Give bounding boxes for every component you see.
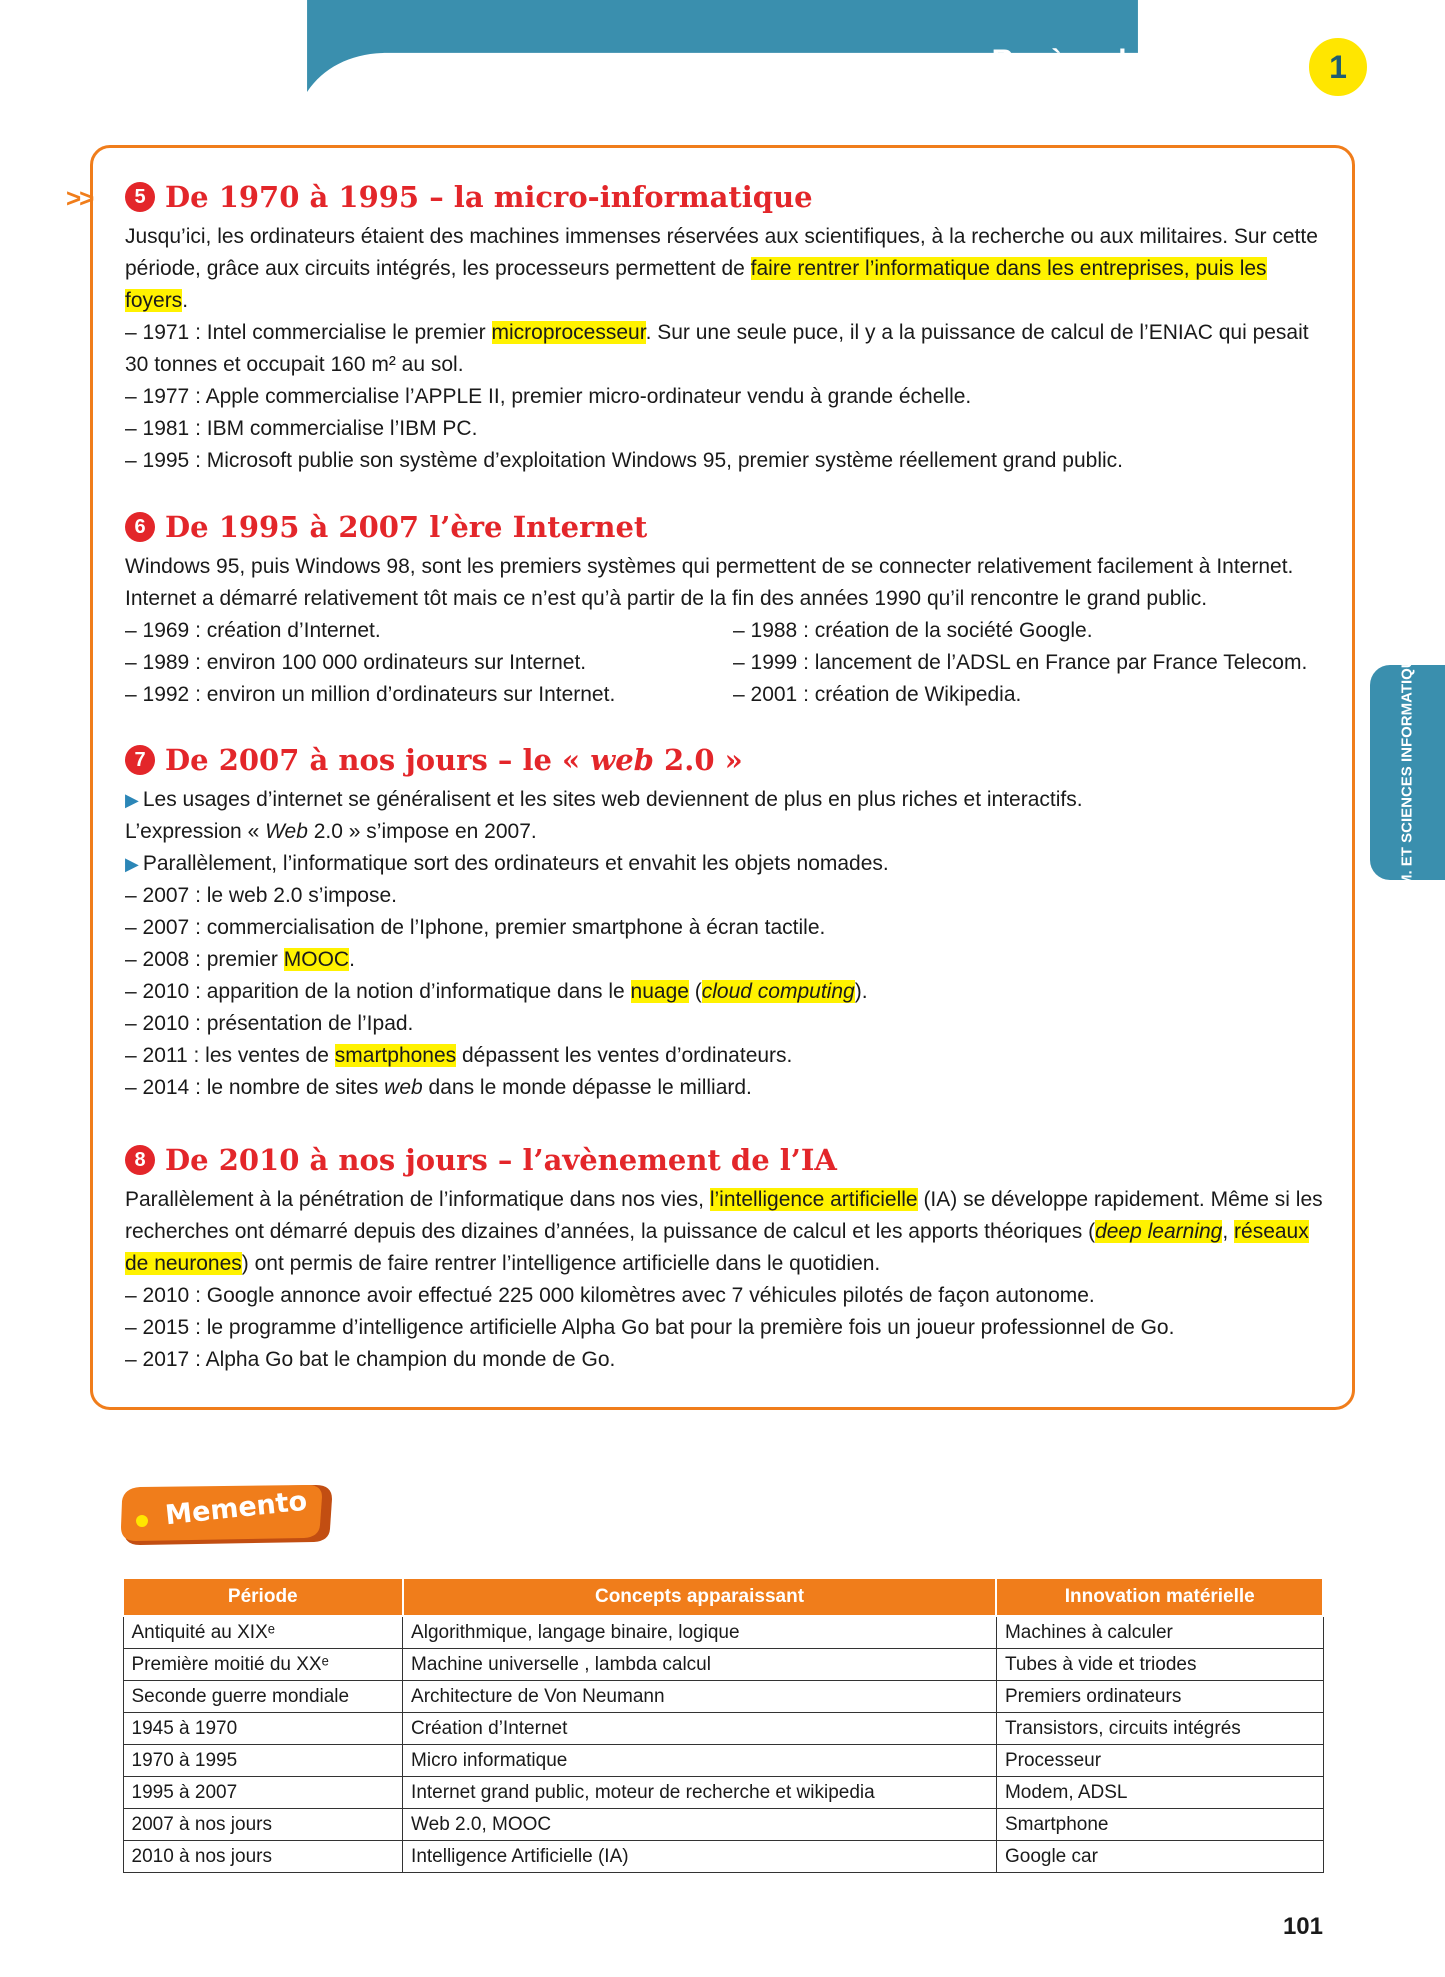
section-7 — [125, 738, 1325, 1104]
list-item: – 1969 : création d’Internet. — [125, 619, 381, 642]
section-title: De 2010 à nos jours – l’avènement de l’IA — [165, 1143, 837, 1177]
memento-table — [122, 1577, 1324, 1873]
chevron-right-icon: >> — [66, 183, 93, 213]
list-item: – 1971 : Intel commercialise le premier microprocesseur. Sur une seule puce, il y a la puissance de calcul de l’ENIAC qui pesait 30 tonnes et occupait 160 m² au sol. — [125, 321, 1309, 376]
column-header: Concepts apparaissant — [403, 1578, 997, 1616]
paragraph: Jusqu’ici, les ordinateurs étaient des machines immenses réservées aux scientifiques, à la recherche ou aux militaires. Sur cette période, grâce aux circuits intégrés, les processeurs permettent de faire rentrer l’informatique dans les entreprises, puis les foyers. — [125, 225, 1318, 312]
list-item: – 2010 : Google annonce avoir effectué 225 000 kilomètres avec 7 véhicules pilotés de façon autonome. — [125, 1284, 1095, 1307]
list-item: – 2011 : les ventes de smartphones dépassent les ventes d’ordinateurs. — [125, 1044, 793, 1067]
column-header: Période — [123, 1578, 403, 1616]
list-item: – 1989 : environ 100 000 ordinateurs sur Internet. — [125, 651, 587, 674]
section-6 — [125, 505, 1325, 711]
list-item: – 1988 : création de la société Google. — [733, 619, 1093, 642]
table-row: Seconde guerre mondiale Architecture de Von Neumann Premiers ordinateurs — [123, 1681, 1323, 1713]
chapter-title: Repères historiques — [991, 44, 1280, 77]
column-header: Innovation matérielle — [996, 1578, 1323, 1616]
section-title: De 1970 à 1995 – la micro-informatique — [165, 180, 813, 214]
triangle-right-icon: ▶ — [125, 790, 139, 810]
section-title: De 2007 à nos jours – le « web 2.0 » — [165, 743, 743, 777]
list-item: – 2008 : premier MOOC. — [125, 948, 355, 971]
section-title: De 1995 à 2007 l’ère Internet — [165, 510, 648, 544]
section-number-badge: 7 — [125, 745, 155, 775]
list-item: – 1977 : Apple commercialise l’APPLE II, premier micro-ordinateur vendu à grande échelle. — [125, 385, 972, 408]
list-item: – 2001 : création de Wikipedia. — [733, 683, 1022, 706]
list-item: – 2007 : le web 2.0 s’impose. — [125, 884, 397, 907]
list-item: – 1999 : lancement de l’ADSL en France par France Telecom. — [733, 651, 1308, 674]
table-row: Antiquité au XIXᵉ Algorithmique, langage binaire, logique Machines à calculer — [123, 1616, 1323, 1649]
list-item: – 2010 : apparition de la notion d’informatique dans le nuage (cloud computing). — [125, 980, 868, 1003]
timeline-columns — [125, 615, 1325, 711]
table-row: 1945 à 1970 Création d’Internet Transistors, circuits intégrés — [123, 1713, 1323, 1745]
section-5 — [125, 175, 1325, 477]
triangle-right-icon: ▶ — [125, 854, 139, 874]
paragraph: Parallèlement à la pénétration de l’informatique dans nos vies, l’intelligence artificielle (IA) se développe rapidement. Même si les recherches ont démarré depuis des dizaines d’années, la puissance de calcul et les apports théoriques (deep learning, réseaux de neurones) ont permis de faire rentrer l’intelligence artificielle dans le quotidien. — [125, 1188, 1323, 1275]
list-item: – 2007 : commercialisation de l’Iphone, premier smartphone à écran tactile. — [125, 916, 826, 939]
list-item: – 1995 : Microsoft publie son système d’exploitation Windows 95, premier système réellement grand public. — [125, 449, 1123, 472]
side-tab-label: NUM. ET SCIENCES INFORMATIQUES — [1398, 637, 1416, 909]
section-number-badge: 6 — [125, 512, 155, 542]
list-item: – 2010 : présentation de l’Ipad. — [125, 1012, 414, 1035]
chapter-number-badge: 1 — [1305, 34, 1371, 100]
section-number-badge: 5 — [125, 182, 155, 212]
table-row: 2007 à nos jours Web 2.0, MOOC Smartphone — [123, 1809, 1323, 1841]
table-row: Première moitié du XXᵉ Machine universelle , lambda calcul Tubes à vide et triodes — [123, 1649, 1323, 1681]
list-item: – 1981 : IBM commercialise l’IBM PC. — [125, 417, 478, 440]
list-item: – 2015 : le programme d’intelligence artificielle Alpha Go bat pour la première fois un joueur professionnel de Go. — [125, 1316, 1175, 1339]
list-item: – 2014 : le nombre de sites web dans le monde dépasse le milliard. — [125, 1076, 752, 1099]
side-tab[interactable] — [1370, 637, 1445, 909]
table-row: 1970 à 1995 Micro informatique Processeur — [123, 1745, 1323, 1777]
table-row: 2010 à nos jours Intelligence Artificielle (IA) Google car — [123, 1841, 1323, 1873]
bullet-item: ▶ Les usages d’internet se généralisent et les sites web deviennent de plus en plus riches et interactifs. — [125, 788, 1083, 811]
section-8 — [125, 1138, 1325, 1376]
page-number: 101 — [1282, 1913, 1323, 1940]
list-item: – 2017 : Alpha Go bat le champion du monde de Go. — [125, 1348, 616, 1371]
list-item: – 1992 : environ un million d’ordinateurs sur Internet. — [125, 683, 616, 706]
bullet-item: ▶ Parallèlement, l’informatique sort des ordinateurs et envahit les objets nomades. — [125, 852, 889, 875]
section-number-badge: 8 — [125, 1145, 155, 1175]
table-row: 1995 à 2007 Internet grand public, moteur de recherche et wikipedia Modem, ADSL — [123, 1777, 1323, 1809]
memento-label: Memento — [163, 1485, 309, 1532]
paragraph: L’expression « Web 2.0 » s’impose en 2007. — [125, 820, 537, 843]
paragraph: Windows 95, puis Windows 98, sont les premiers systèmes qui permettent de se connecter relativement facilement à Internet. Internet a démarré relativement tôt mais ce n’est qu’à partir de la fin des années 1990 qu’il rencontre le grand public. — [125, 555, 1294, 610]
